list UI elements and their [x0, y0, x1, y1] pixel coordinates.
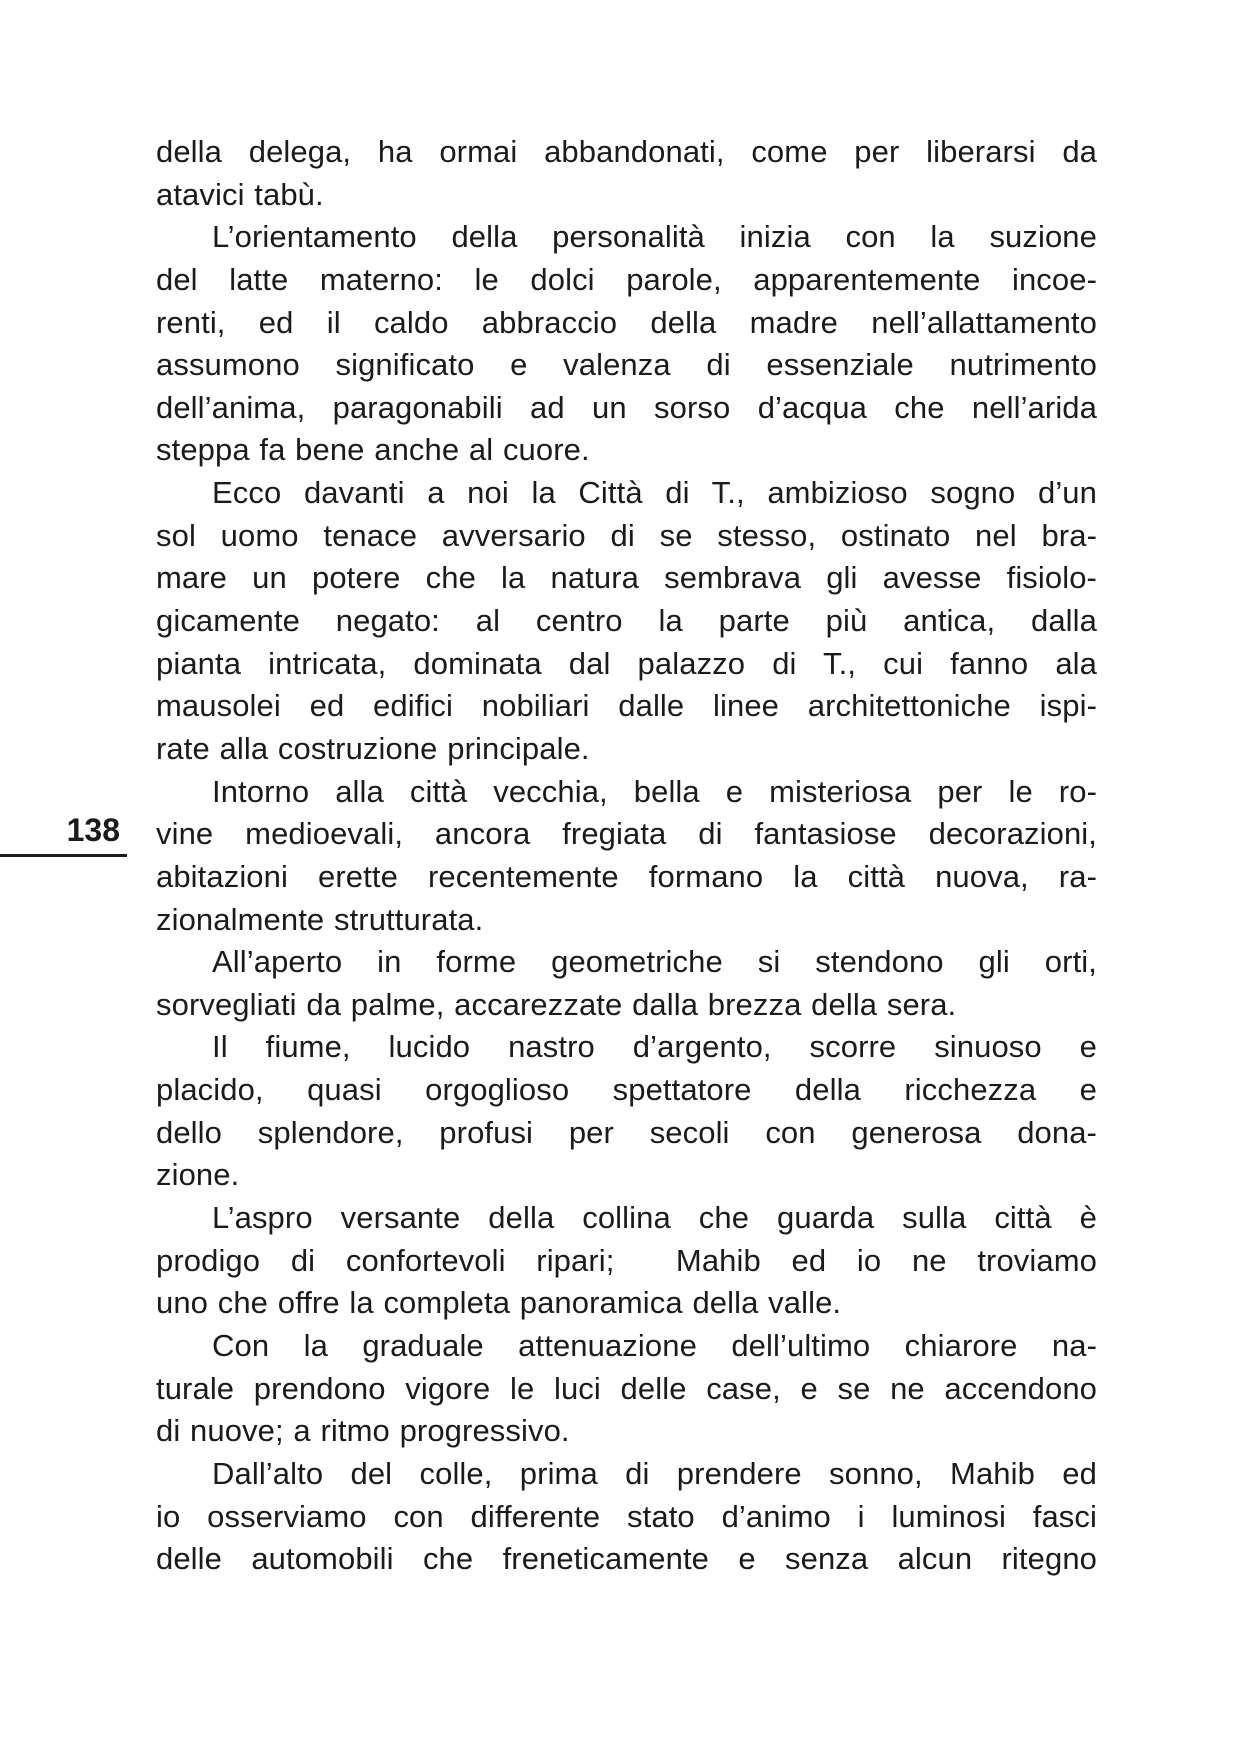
text-line: L’orientamento della personalità inizia con la suzione: [212, 219, 1097, 255]
text-line: Il fiume, lucido nastro d’argento, scorre sinuoso e: [212, 1029, 1097, 1065]
text-line: atavici tabù.: [156, 176, 324, 212]
text-line: sorvegliati da palme, accarezzate dalla brezza della sera.: [156, 986, 957, 1022]
text-line: gicamente negato: al centro la parte più antica, dalla: [156, 603, 1097, 639]
text-line: assumono significato e valenza di essenziale nutrimento: [156, 347, 1097, 383]
text-line: Intorno alla città vecchia, bella e misteriosa per le ro-: [212, 773, 1097, 809]
text-line: delle automobili che freneticamente e senza alcun ritegno: [156, 1541, 1097, 1577]
text-line: Con la graduale attenuazione dell’ultimo chiarore na-: [212, 1327, 1097, 1363]
body-text: [156, 131, 1097, 1581]
text-line: All’aperto in forme geometriche si stendono gli orti,: [212, 944, 1097, 980]
text-line: placido, quasi orgoglioso spettatore della ricchezza e: [156, 1072, 1097, 1108]
text-line: steppa fa bene anche al cuore.: [156, 432, 590, 468]
text-line: renti, ed il caldo abbraccio della madre nell’allattamento: [156, 304, 1097, 340]
text-line: del latte materno: le dolci parole, apparentemente incoe-: [156, 261, 1097, 297]
text-line: abitazioni erette recentemente formano la città nuova, ra-: [156, 858, 1097, 894]
text-line: di nuove; a ritmo progressivo.: [156, 1413, 570, 1449]
text-line: L’aspro versante della collina che guarda sulla città è: [212, 1200, 1097, 1236]
margin-rule: [0, 854, 127, 857]
text-line: dell’anima, paragonabili ad un sorso d’acqua che nell’arida: [156, 389, 1097, 425]
text-line: sol uomo tenace avversario di se stesso, ostinato nel bra-: [156, 517, 1097, 553]
text-line: io osserviamo con differente stato d’animo i luminosi fasci: [156, 1498, 1097, 1534]
text-line: uno che offre la completa panoramica della valle.: [156, 1285, 842, 1321]
page-number: 138: [66, 812, 120, 848]
text-line: prodigo di confortevoli ripari; Mahib ed io ne troviamo: [156, 1242, 1097, 1278]
text-line: Ecco davanti a noi la Città di T., ambizioso sogno d’un: [212, 475, 1097, 511]
text-line: zionalmente strutturata.: [156, 901, 484, 937]
text-line: mausolei ed edifici nobiliari dalle linee architettoniche ispi-: [156, 688, 1097, 724]
text-line: pianta intricata, dominata dal palazzo di T., cui fanno ala: [156, 645, 1097, 681]
text-line: della delega, ha ormai abbandonati, come per liberarsi da: [156, 134, 1097, 169]
text-line: zione.: [156, 1157, 240, 1193]
text-line: rate alla costruzione principale.: [156, 730, 590, 766]
text-line: turale prendono vigore le luci delle case, e se ne accendono: [156, 1370, 1097, 1406]
text-line: dello splendore, profusi per secoli con generosa dona-: [156, 1114, 1097, 1150]
text-line: mare un potere che la natura sembrava gli avesse fisiolo-: [156, 560, 1097, 596]
text-line: Dall’alto del colle, prima di prendere sonno, Mahib ed: [212, 1455, 1097, 1491]
text-line: vine medioevali, ancora fregiata di fantasiose decorazioni,: [156, 816, 1097, 852]
